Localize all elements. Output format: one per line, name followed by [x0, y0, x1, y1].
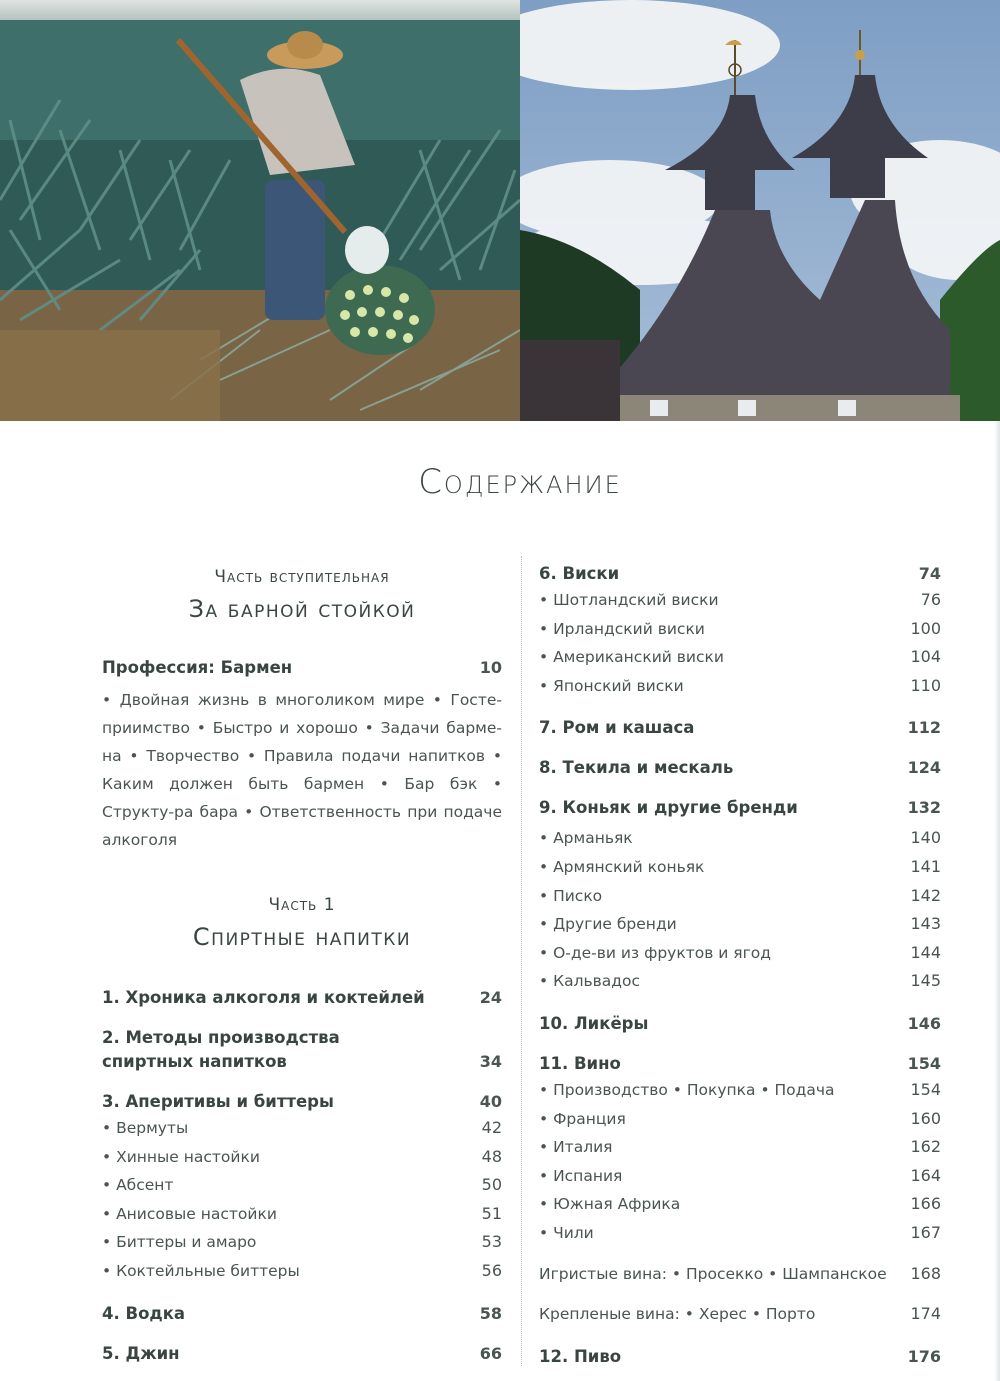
- toc-subentry[interactable]: [539, 672, 941, 701]
- toc-subentry[interactable]: [102, 1228, 502, 1257]
- entry-label: 9. Коньяк и другие бренди: [539, 798, 798, 818]
- page-binding-edge: [994, 421, 1000, 1381]
- subentry-label: • Армянский коньяк: [539, 857, 705, 876]
- subentry-page: 56: [481, 1260, 502, 1280]
- toc-subentry[interactable]: [102, 1143, 502, 1172]
- toc-entry-fortified-wines[interactable]: [539, 1300, 941, 1329]
- subentry-label: • Абсент: [102, 1176, 174, 1195]
- part-intro-label: Часть вступительная: [214, 567, 390, 587]
- entry-label: 10. Ликёры: [539, 1013, 649, 1033]
- toc-subentry[interactable]: [539, 643, 941, 672]
- part-intro-title: За барной стойкой: [188, 595, 416, 623]
- subentry-label: • Писко: [539, 886, 603, 905]
- subentry-page: 141: [910, 856, 941, 876]
- toc-subentry[interactable]: [102, 1200, 502, 1229]
- toc-subentry[interactable]: [539, 967, 941, 996]
- entry-page: 124: [907, 758, 941, 778]
- subentry-page: 167: [910, 1222, 941, 1242]
- toc-entry-chapter-3[interactable]: [102, 1090, 502, 1114]
- subentry-page: 162: [910, 1137, 941, 1157]
- toc-subentry[interactable]: [539, 1190, 941, 1219]
- entry-label: Профессия: Бармен: [102, 658, 293, 677]
- subentry-label: • Анисовые настойки: [102, 1204, 277, 1223]
- toc-subentry[interactable]: [539, 824, 941, 853]
- entry-label: 12. Пиво: [539, 1346, 622, 1366]
- entry-label-line1: 2. Методы производства: [102, 1028, 340, 1047]
- entry-page: 132: [907, 798, 941, 818]
- toc-entry-chapter-10[interactable]: [539, 1012, 941, 1036]
- subentry-page: 53: [481, 1232, 502, 1252]
- subentry-page: 154: [910, 1079, 941, 1099]
- subentry-page: 144: [910, 942, 941, 962]
- subentry-label: • Испания: [539, 1166, 623, 1185]
- entry-label: 1. Хроника алкоголя и коктейлей: [102, 988, 425, 1007]
- entry-page: 34: [479, 1052, 502, 1071]
- subentry-page: 42: [481, 1118, 502, 1137]
- entry-label: Крепленые вина: • Херес • Порто: [539, 1305, 816, 1324]
- toc-entry-chapter-12[interactable]: [539, 1345, 941, 1369]
- subentry-label: • Хинные настойки: [102, 1147, 260, 1166]
- entry-page: 40: [479, 1092, 502, 1111]
- subentry-label: • Италия: [539, 1138, 613, 1157]
- subentry-label: • Шотландский виски: [539, 591, 719, 609]
- toc-subentry[interactable]: [539, 882, 941, 911]
- subentry-label: • Производство • Покупка • Подача: [539, 1080, 835, 1099]
- toc-left-column: [102, 562, 502, 1366]
- distillery-pagoda-image: [520, 0, 1000, 421]
- entry-label: Игристые вина: • Просекко • Шампанское: [539, 1264, 887, 1283]
- entry-page: 146: [907, 1013, 941, 1033]
- toc-subentry[interactable]: [539, 1076, 941, 1105]
- toc-subentry[interactable]: [539, 586, 941, 615]
- distillery-photo: [520, 0, 1000, 421]
- subentry-label: • Биттеры и амаро: [102, 1233, 257, 1252]
- subentry-page: 100: [910, 618, 941, 638]
- toc-subentry[interactable]: [102, 1171, 502, 1200]
- toc-entry-chapter-2[interactable]: [102, 1026, 502, 1074]
- toc-entry-chapter-1[interactable]: [102, 986, 502, 1010]
- entry-page: 24: [479, 988, 502, 1007]
- subentry-label: • Американский виски: [539, 648, 724, 667]
- subentry-page: 50: [481, 1175, 502, 1195]
- toc-entry-chapter-6[interactable]: [539, 562, 941, 586]
- entry-label: 7. Ром и кашаса: [539, 718, 695, 738]
- toc-entry-chapter-7[interactable]: [539, 716, 941, 740]
- agave-field-photo: [0, 0, 520, 421]
- subentry-label: • Ирландский виски: [539, 619, 705, 638]
- column-divider: [521, 556, 522, 1366]
- entry-page: 112: [907, 718, 941, 738]
- subentry-label: • Кальвадос: [539, 972, 640, 991]
- toc-subentry[interactable]: [539, 615, 941, 644]
- toc-right-column: [539, 562, 941, 1369]
- entry-label: 4. Водка: [102, 1303, 186, 1323]
- toc-subentry[interactable]: [102, 1114, 502, 1143]
- entry-label-line2: спиртных напитков: [102, 1052, 287, 1071]
- subentry-page: 48: [481, 1146, 502, 1166]
- toc-subentry[interactable]: [539, 939, 941, 968]
- subentry-label: • Японский виски: [539, 676, 684, 695]
- part1-title: Спиртные напитки: [192, 923, 412, 951]
- page-title: Содержание: [418, 462, 622, 502]
- entry-page: 66: [479, 1343, 502, 1363]
- part1-label: Часть 1: [268, 895, 336, 915]
- subentry-label: • О-де-ви из фруктов и ягод: [539, 943, 771, 962]
- subentry-label: • Другие бренди: [539, 915, 677, 934]
- bartender-topics-description: • Двойная жизнь в многоликом мире • Госте-приимство • Быстро и хорошо • Задачи барме-на • Творчество • Правила подачи напитков • Каким должен быть бармен • Бар бэк • Структу-ра бара • Ответственность при подаче алкоголя: [102, 691, 502, 849]
- subentry-page: 142: [910, 885, 941, 905]
- entry-page: 74: [918, 564, 941, 583]
- toc-subentry[interactable]: [539, 1133, 941, 1162]
- entry-page: 168: [910, 1263, 941, 1283]
- entry-label: 8. Текила и мескаль: [539, 758, 734, 778]
- subentry-page: 76: [920, 590, 941, 609]
- toc-subentry[interactable]: [539, 1105, 941, 1134]
- entry-label: 6. Виски: [539, 564, 620, 583]
- toc-entry-sparkling-wines[interactable]: [539, 1260, 941, 1289]
- toc-entry-chapter-4[interactable]: [102, 1302, 502, 1326]
- subentry-label: • Чили: [539, 1223, 594, 1242]
- subentry-page: 160: [910, 1108, 941, 1128]
- toc-entry-chapter-8[interactable]: [539, 756, 941, 780]
- subentry-page: 104: [910, 647, 941, 667]
- toc-entry-chapter-9[interactable]: [539, 796, 941, 820]
- entry-page: 176: [907, 1346, 941, 1366]
- entry-page: 154: [907, 1053, 941, 1073]
- toc-subentry[interactable]: [539, 1219, 941, 1248]
- entry-page: 174: [910, 1304, 941, 1324]
- entry-label: 5. Джин: [102, 1343, 180, 1363]
- subentry-page: 140: [910, 828, 941, 848]
- subentry-label: • Вермуты: [102, 1119, 189, 1137]
- subentry-page: 110: [910, 675, 941, 695]
- entry-label: 3. Аперитивы и биттеры: [102, 1092, 334, 1111]
- subentry-page: 145: [910, 971, 941, 991]
- toc-subentry[interactable]: [539, 910, 941, 939]
- entry-label: 11. Вино: [539, 1053, 621, 1073]
- toc-subentry[interactable]: [539, 1162, 941, 1191]
- toc-entry-chapter-11[interactable]: [539, 1052, 941, 1076]
- subentry-label: • Южная Африка: [539, 1195, 681, 1214]
- subentry-page: 51: [481, 1203, 502, 1223]
- subentry-label: • Франция: [539, 1109, 626, 1128]
- subentry-label: • Коктейльные биттеры: [102, 1261, 300, 1280]
- agave-harvest-image: [0, 0, 520, 421]
- toc-subentry[interactable]: [539, 853, 941, 882]
- toc-entry-bartender[interactable]: [102, 656, 502, 680]
- subentry-page: 164: [910, 1165, 941, 1185]
- toc-entry-chapter-5[interactable]: [102, 1342, 502, 1366]
- entry-page: 10: [479, 658, 502, 677]
- subentry-page: 143: [910, 914, 941, 934]
- entry-page: 58: [479, 1303, 502, 1323]
- toc-subentry[interactable]: [102, 1257, 502, 1286]
- subentry-label: • Арманьяк: [539, 829, 633, 848]
- subentry-page: 166: [910, 1194, 941, 1214]
